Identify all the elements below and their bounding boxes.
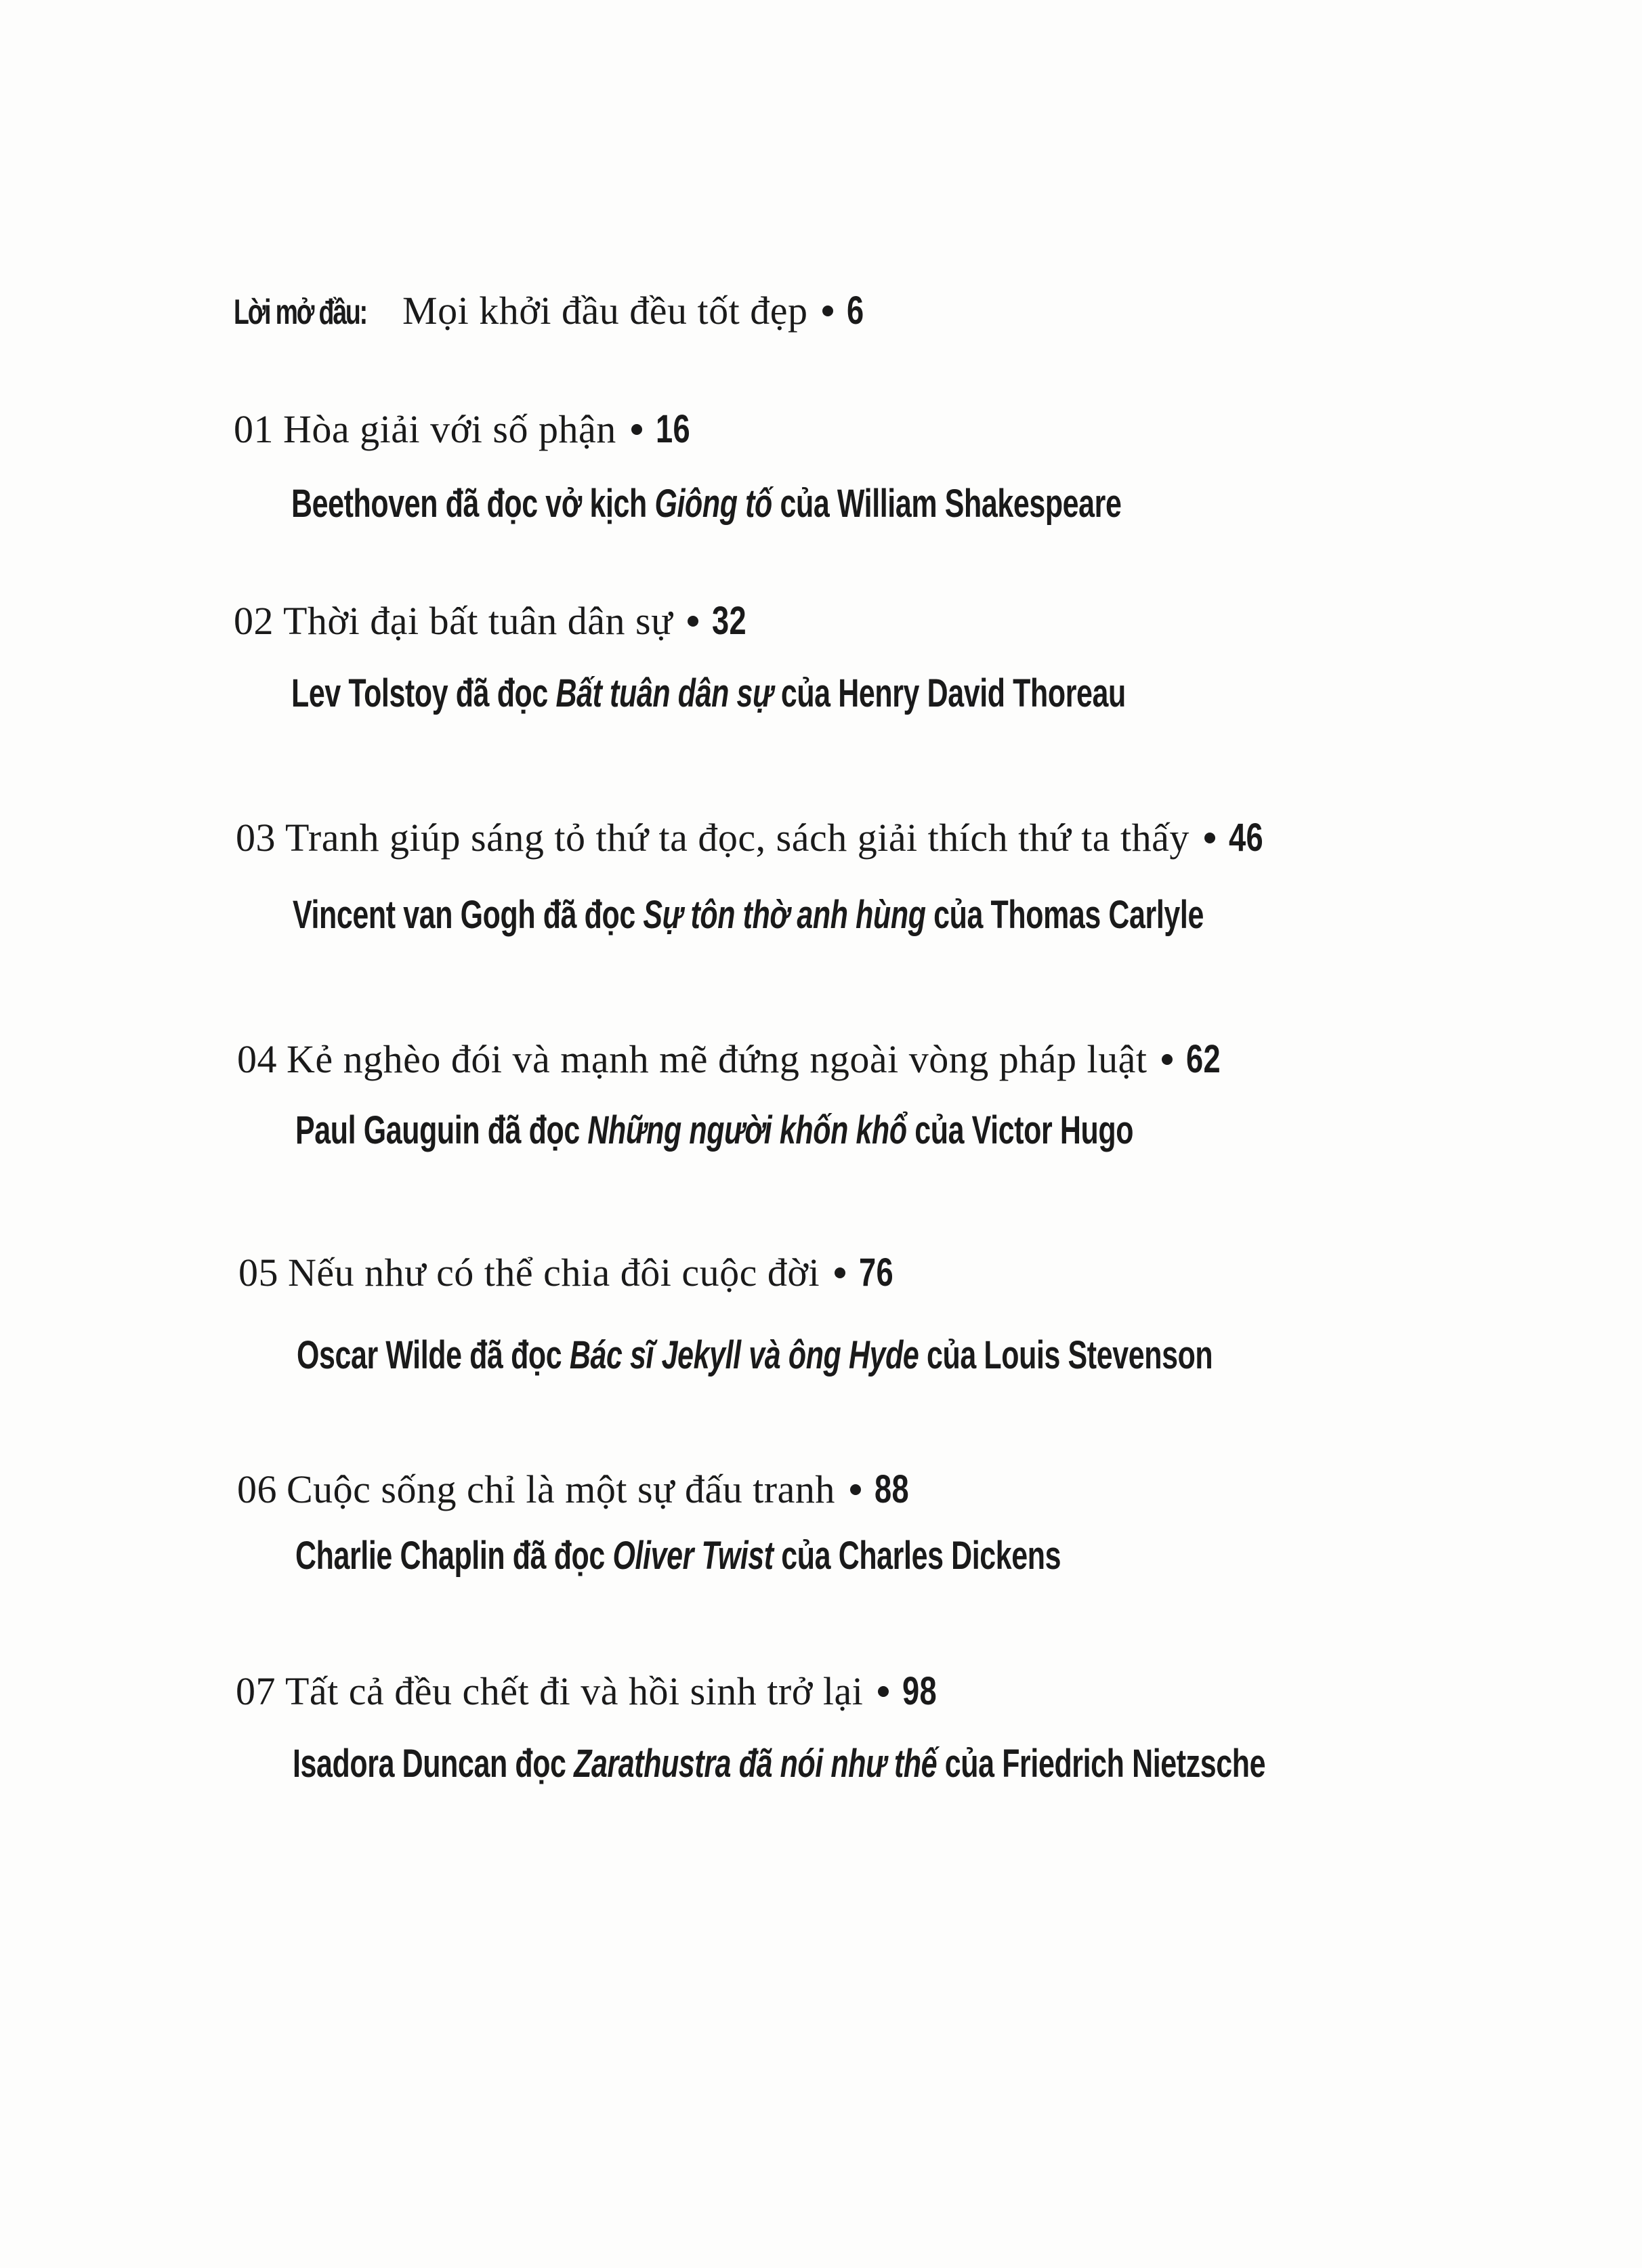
connector-text: của: [780, 482, 830, 526]
connector-text: của: [926, 1333, 976, 1377]
prologue-title: Mọi khởi đầu đều tốt đẹp: [402, 289, 808, 333]
prologue-page-number: 6: [847, 289, 865, 333]
bullet-icon: [688, 616, 698, 627]
connector-text: của: [933, 893, 983, 937]
chapter-number: 05: [238, 1251, 278, 1295]
reader-text: Oscar Wilde đã đọc: [297, 1333, 562, 1377]
prologue-entry: [234, 291, 869, 331]
bullet-icon: [878, 1686, 889, 1697]
chapter-number: 07: [236, 1669, 276, 1713]
chapter-page-number: 88: [874, 1467, 909, 1511]
author-name: Victor Hugo: [971, 1108, 1134, 1152]
chapter-number: 03: [236, 816, 276, 860]
chapter-title: Hòa giải với số phận: [283, 407, 616, 451]
prologue-label: Lời mở đầu:: [234, 293, 366, 332]
chapter-07-title-line: [236, 1669, 947, 1713]
connector-text: của: [914, 1108, 965, 1152]
connector-text: của: [781, 1534, 831, 1578]
reader-text: Vincent van Gogh đã đọc: [293, 893, 635, 937]
chapter-title: Tất cả đều chết đi và hồi sinh trở lại: [285, 1669, 864, 1713]
book-title: Giông tố: [654, 482, 772, 526]
chapter-04-title-line: [237, 1037, 1231, 1081]
chapter-title: Cuộc sống chỉ là một sự đấu tranh: [287, 1467, 835, 1511]
chapter-page-number: 16: [655, 407, 690, 451]
chapter-number: 01: [234, 407, 274, 451]
book-title: Những người khốn khổ: [587, 1108, 907, 1152]
chapter-03-source-line: [293, 893, 1524, 937]
connector-text: của: [944, 1742, 994, 1786]
chapter-01-title-line: [234, 407, 700, 451]
chapter-04-source-line: [295, 1108, 1428, 1152]
chapter-number: 06: [237, 1467, 277, 1511]
chapter-page-number: 46: [1228, 816, 1264, 860]
chapter-06-source-line: [295, 1536, 1330, 1576]
chapter-03-title-line: [236, 818, 1273, 858]
chapter-05-source-line: [297, 1333, 1534, 1377]
chapter-02-title-line: [234, 599, 757, 643]
book-title: Zarathustra đã nói như thế: [574, 1742, 938, 1786]
chapter-07-source-line: [293, 1744, 1607, 1784]
chapter-02-source-line: [291, 671, 1419, 715]
reader-text: Charlie Chaplin đã đọc: [295, 1534, 605, 1578]
bullet-icon: [1162, 1054, 1173, 1065]
chapter-number: 02: [234, 599, 274, 643]
author-name: Thomas Carlyle: [990, 893, 1204, 937]
chapter-page-number: 62: [1186, 1037, 1221, 1081]
author-name: Louis Stevenson: [984, 1333, 1213, 1377]
book-title: Bất tuân dân sự: [555, 671, 774, 715]
chapter-01-source-line: [291, 484, 1413, 524]
chapter-title: Nếu như có thể chia đôi cuộc đời: [288, 1251, 820, 1295]
chapter-title: Tranh giúp sáng tỏ thứ ta đọc, sách giải thích thứ ta thấy: [285, 816, 1190, 860]
chapter-page-number: 98: [902, 1669, 938, 1713]
chapter-title: Kẻ nghèo đói và mạnh mẽ đứng ngoài vòng pháp luật: [287, 1037, 1148, 1081]
author-name: William Shakespeare: [837, 482, 1122, 526]
chapter-05-title-line: [238, 1253, 904, 1293]
reader-text: Beethoven đã đọc vở kịch: [291, 482, 647, 526]
chapter-number: 04: [237, 1037, 277, 1081]
author-name: Friedrich Nietzsche: [1002, 1742, 1266, 1786]
author-name: Charles Dickens: [838, 1534, 1061, 1578]
chapter-title: Thời đại bất tuân dân sự: [283, 599, 673, 643]
chapter-page-number: 76: [859, 1251, 894, 1295]
book-title: Bác sĩ Jekyll và ông Hyde: [569, 1333, 919, 1377]
bullet-icon: [822, 306, 833, 316]
book-title: Oliver Twist: [612, 1534, 774, 1578]
author-name: Henry David Thoreau: [838, 671, 1126, 715]
bullet-icon: [1204, 833, 1215, 843]
reader-text: Lev Tolstoy đã đọc: [291, 671, 548, 715]
reader-text: Isadora Duncan đọc: [293, 1742, 566, 1786]
bullet-icon: [850, 1484, 861, 1495]
bullet-icon: [631, 424, 642, 435]
book-title: Sự tôn thờ anh hùng: [643, 893, 926, 937]
bullet-icon: [835, 1267, 845, 1278]
connector-text: của: [780, 671, 830, 715]
chapter-page-number: 32: [712, 599, 747, 643]
chapter-06-title-line: [237, 1467, 919, 1511]
reader-text: Paul Gauguin đã đọc: [295, 1108, 580, 1152]
